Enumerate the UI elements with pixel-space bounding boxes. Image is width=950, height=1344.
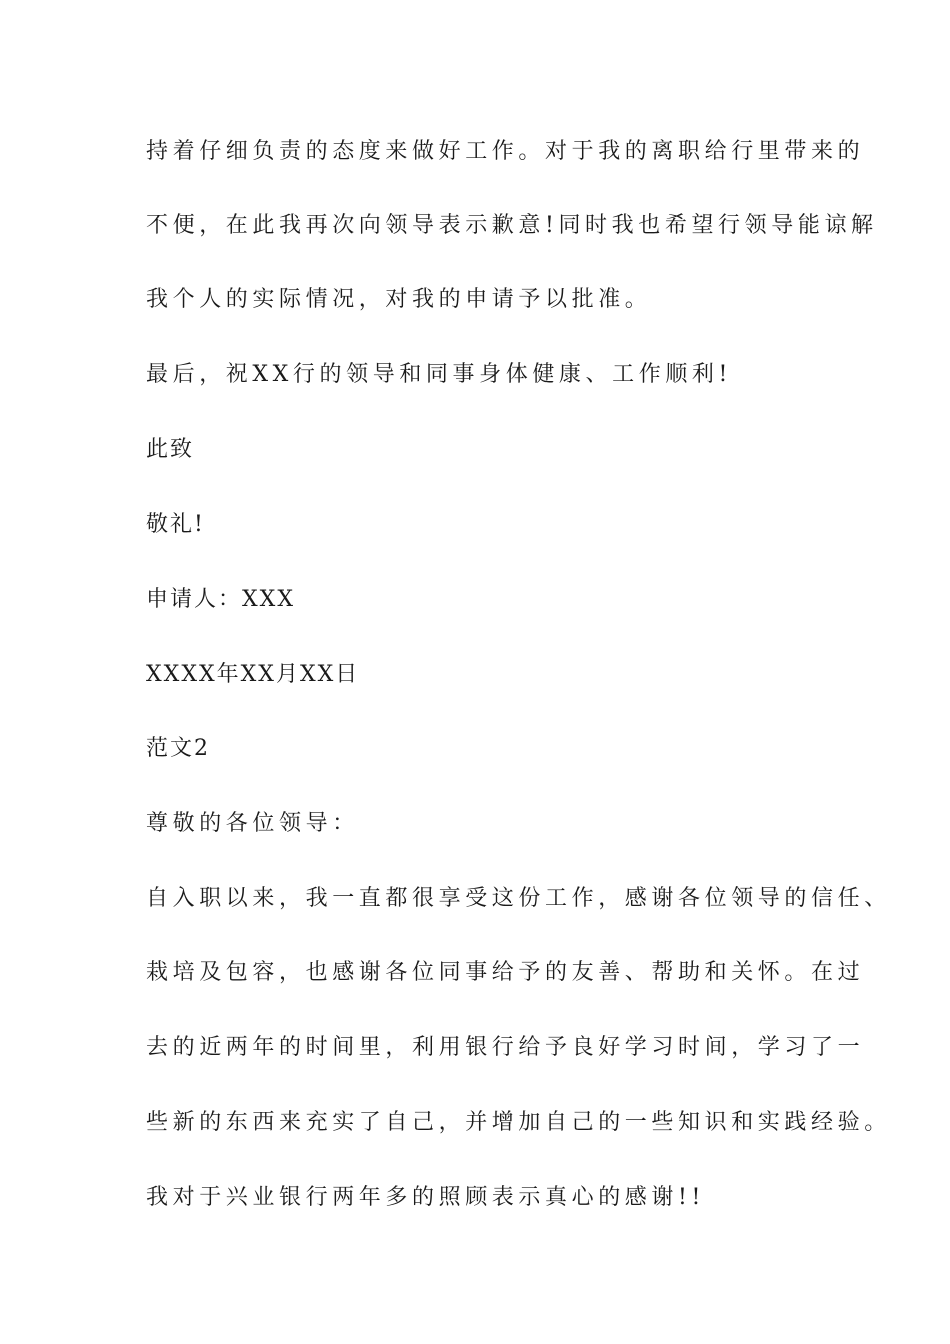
greeting-line: 尊敬的各位领导：	[146, 811, 359, 836]
closing-wish-line: 最后，祝XX行的领导和同事身体健康、工作顺利!	[146, 362, 732, 387]
paragraph-line: 去的近两年的时间里，利用银行给予良好学习时间，学习了一	[146, 1035, 865, 1060]
salutation-line: 此致	[146, 437, 195, 462]
paragraph-line: 自入职以来，我一直都很享受这份工作，感谢各位领导的信任、	[146, 886, 891, 911]
paragraph-line: 我对于兴业银行两年多的照顾表示真心的感谢!!	[146, 1185, 705, 1210]
paragraph-line: 持着仔细负责的态度来做好工作。对于我的离职给行里带来的	[146, 139, 865, 164]
paragraph-line: 些新的东西来充实了自己，并增加自己的一些知识和实践经验。	[146, 1110, 891, 1135]
date-line: XXXX年XX月XX日	[146, 662, 360, 687]
salutation-line: 敬礼!	[146, 512, 205, 537]
paragraph-line: 栽培及包容，也感谢各位同事给予的友善、帮助和关怀。在过	[146, 960, 865, 985]
applicant-line: 申请人：XXX	[146, 587, 295, 612]
section-heading: 范文2	[146, 736, 210, 761]
paragraph-line: 我个人的实际情况，对我的申请予以批准。	[146, 287, 652, 312]
paragraph-line: 不便，在此我再次向领导表示歉意!同时我也希望行领导能谅解	[146, 213, 878, 238]
